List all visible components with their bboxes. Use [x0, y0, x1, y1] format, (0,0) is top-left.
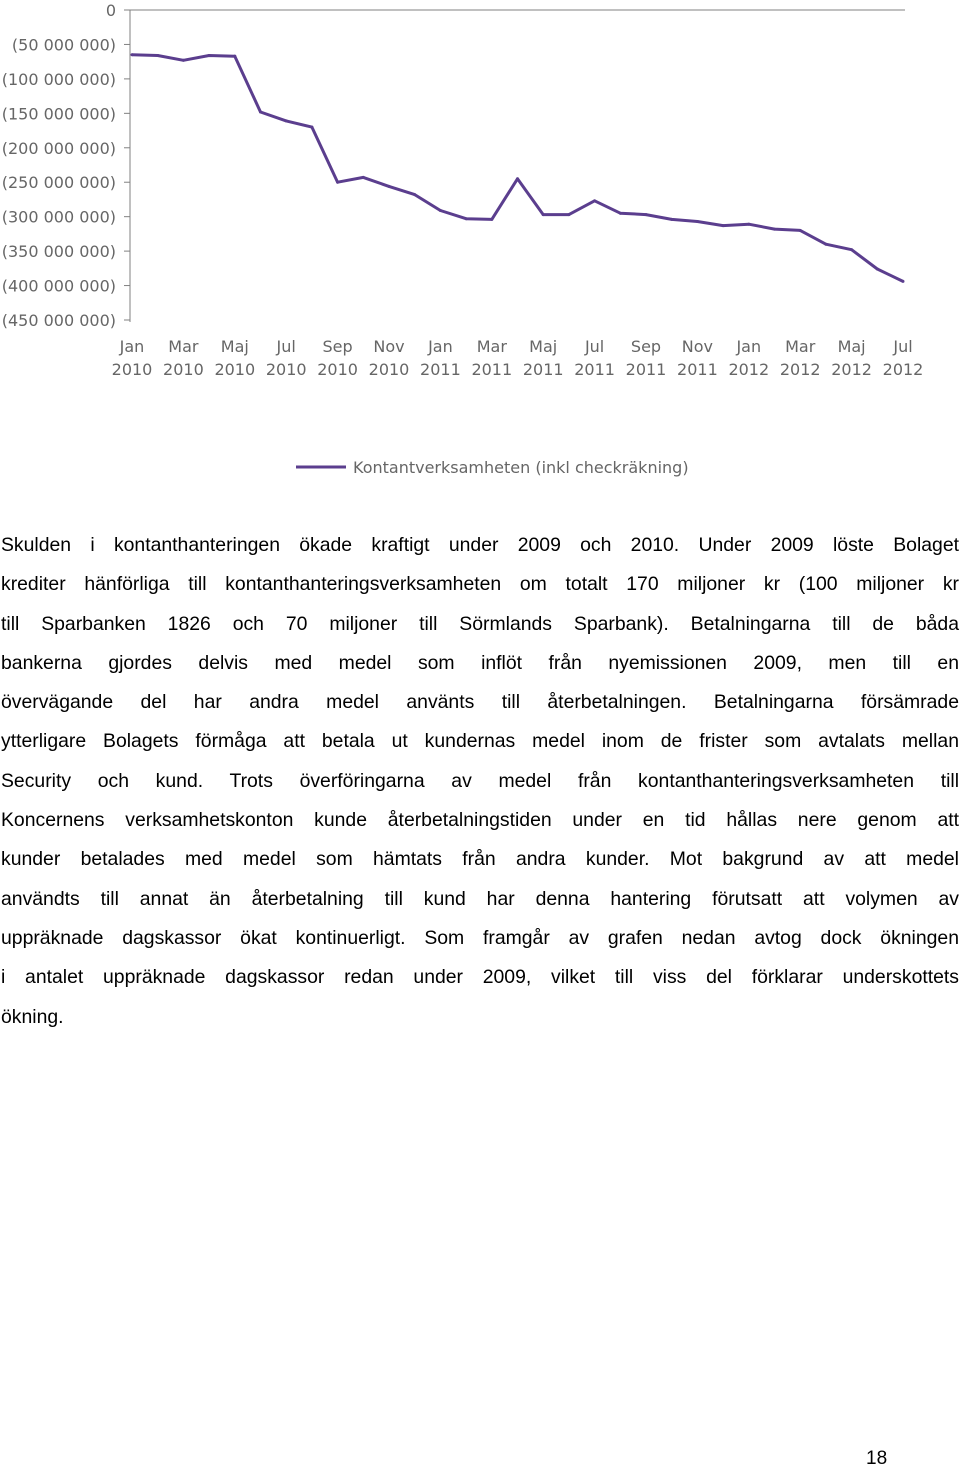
body-line: användts till annat än återbetalning till kund har denna hantering förutsatt att volymen av [1, 887, 959, 910]
data-point [388, 185, 391, 188]
body-line: krediter hänförliga till kontanthanteringsverksamheten om totalt 170 miljoner kr (100 miljoner kr [1, 573, 959, 596]
data-point [413, 193, 416, 196]
data-point [156, 54, 159, 57]
x-tick-label-year: 2011 [625, 360, 667, 379]
data-point [850, 248, 853, 251]
body-line: Security och kund. Trots överföringarna av medel från kontanthanteringsverksamheten till [1, 769, 959, 792]
data-point [182, 59, 185, 62]
x-tick-label-year: 2012 [779, 360, 821, 379]
x-axis [112, 10, 924, 379]
body-line: Koncernens verksamhetskonton kunde återbetalningstiden under en tid hållas nere genom att [1, 809, 959, 832]
data-point [824, 243, 827, 246]
data-point [490, 218, 493, 221]
x-tick-label-year: 2012 [882, 360, 924, 379]
y-tick-label: (300 000 000) [1, 207, 116, 227]
data-point [876, 268, 879, 271]
body-line: i antalet uppräknade dagskassor redan under 2009, vilket till viss del förklarar underskottets [1, 966, 959, 989]
data-point [645, 213, 648, 216]
x-tick-label-year: 2010 [368, 360, 410, 379]
y-tick-label: (400 000 000) [1, 276, 116, 296]
legend-label: Kontantverksamheten (inkl checkräkning) [353, 458, 689, 477]
data-point [696, 220, 699, 223]
data-point [285, 119, 288, 122]
series-layer [131, 53, 905, 283]
body-line: övervägande del har andra medel använts till återbetalningen. Betalningarna försämrade [1, 691, 959, 714]
y-axis [2, 1, 130, 330]
body-line: Skulden i kontanthanteringen ökade kraftigt under 2009 och 2010. Under 2009 löste Bolaget [1, 534, 959, 556]
data-point [259, 110, 262, 113]
x-tick-label-year: 2010 [265, 360, 307, 379]
x-tick-label-month: Mar [476, 337, 507, 356]
data-point [208, 54, 211, 57]
body-paragraph [1, 526, 959, 1037]
x-tick-label-month: Maj [220, 337, 249, 356]
data-point [747, 223, 750, 226]
body-line: ökning. [1, 1005, 64, 1028]
body-line: ytterligare Bolagets förmåga att betala ut kundernas medel inom de frister som avtalats mellan [1, 730, 959, 753]
x-tick-label-year: 2011 [677, 360, 718, 379]
data-point [542, 213, 545, 216]
x-tick-label-month: Jan [428, 337, 453, 356]
y-tick-label: (450 000 000) [1, 311, 116, 330]
x-tick-label-year: 2012 [831, 360, 872, 379]
y-tick-label: (250 000 000) [1, 173, 116, 193]
data-point [310, 126, 313, 129]
data-point [567, 213, 570, 216]
y-tick-label: (50 000 000) [11, 35, 116, 55]
x-tick-label-month: Jul [893, 337, 913, 356]
debt-line-chart [0, 0, 960, 500]
y-tick-label: (150 000 000) [1, 104, 116, 124]
data-point [799, 229, 802, 232]
x-tick-label-month: Sep [630, 337, 662, 356]
data-point [670, 218, 673, 221]
x-tick-label-month: Nov [681, 337, 714, 356]
x-tick-label-year: 2010 [163, 360, 204, 379]
data-point [516, 177, 519, 180]
data-point [722, 224, 725, 227]
x-tick-label-month: Mar [168, 337, 199, 356]
data-point [362, 176, 365, 179]
x-tick-label-month: Jul [276, 337, 296, 356]
data-point [233, 55, 236, 58]
body-line: kunder betalades med medel som hämtats från andra kunder. Mot bakgrund av att medel [1, 848, 959, 871]
data-point [439, 209, 442, 212]
y-tick-label: (100 000 000) [1, 69, 116, 89]
x-tick-label-year: 2011 [471, 360, 513, 379]
body-line: bankerna gjordes delvis med medel som inflöt från nyemissionen 2009, men till en [1, 651, 959, 674]
x-tick-label-year: 2010 [214, 360, 256, 379]
x-tick-label-month: Maj [529, 337, 558, 356]
body-line: uppräknade dagskassor ökat kontinuerligt. Som framgår av grafen nedan avtog dock ökningen [1, 926, 959, 949]
x-tick-label-year: 2011 [574, 360, 615, 379]
page-number: 18 [866, 1448, 888, 1469]
data-point [902, 280, 905, 283]
x-tick-label-year: 2012 [728, 360, 770, 379]
x-tick-label-year: 2010 [317, 360, 358, 379]
x-tick-label-month: Mar [785, 337, 816, 356]
data-point [593, 199, 596, 202]
x-tick-label-year: 2011 [522, 360, 564, 379]
data-point [773, 228, 776, 231]
data-point [336, 181, 339, 184]
x-tick-label-year: 2010 [111, 360, 153, 379]
body-line: till Sparbanken 1826 och 70 miljoner till Sörmlands Sparbank). Betalningarna till de båda [1, 612, 959, 635]
x-tick-label-month: Jul [584, 337, 605, 356]
x-tick-label-month: Maj [837, 337, 866, 356]
chart-legend [296, 458, 689, 477]
y-tick-label: (350 000 000) [1, 242, 116, 262]
x-tick-label-year: 2011 [420, 360, 461, 379]
data-point [465, 217, 468, 220]
data-point [619, 212, 622, 215]
y-tick-label: (200 000 000) [1, 138, 116, 158]
x-tick-label-month: Sep [322, 337, 353, 356]
data-point [131, 53, 134, 56]
series-line [132, 55, 903, 282]
x-tick-label-month: Jan [119, 337, 145, 356]
y-tick-label: 0 [105, 1, 116, 20]
x-tick-label-month: Jan [736, 337, 762, 356]
x-tick-label-month: Nov [373, 337, 405, 356]
